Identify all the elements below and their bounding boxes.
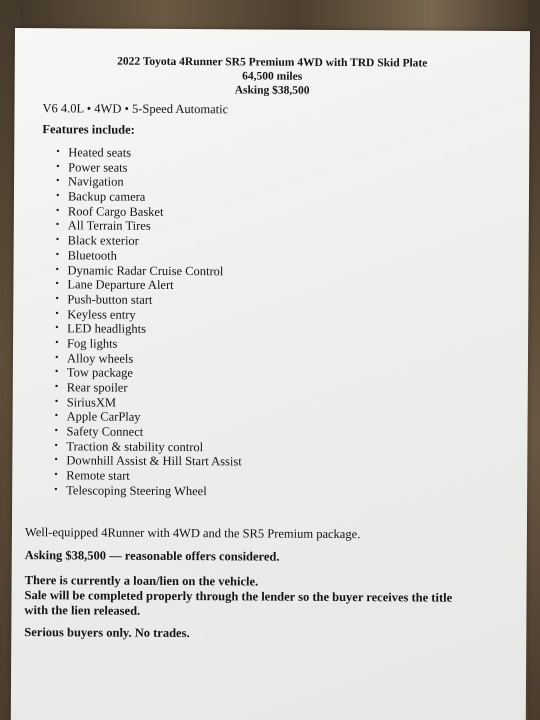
feature-item (56, 424, 241, 440)
feature-item (56, 439, 241, 455)
feature-item (57, 336, 242, 352)
bullet-icon: • (54, 351, 59, 363)
bullet-icon: • (55, 249, 60, 261)
feature-label: Keyless entry (67, 306, 136, 322)
bullet-icon: • (55, 337, 59, 349)
summary-text: Well-equipped 4Runner with 4WD and the SR5 Premium package. (24, 525, 361, 542)
bullet-icon: • (54, 454, 58, 466)
feature-item (55, 189, 243, 205)
feature-label: Downhill Assist & Hill Start Assist (66, 453, 242, 469)
bullet-icon: • (55, 293, 59, 305)
feature-item (55, 218, 243, 235)
feature-label: Safety Connect (66, 424, 144, 439)
listing-title: 2022 Toyota 4Runner SR5 Premium 4WD with TRD Skid Plate (117, 55, 428, 70)
feature-label: Alloy wheels (66, 350, 134, 366)
feature-item (57, 292, 242, 308)
feature-label: Heated seats (68, 145, 132, 160)
listing-header (15, 54, 530, 99)
feature-label: All Terrain Tires (67, 218, 151, 234)
feature-item (54, 350, 242, 367)
lien-notice (24, 573, 452, 621)
feature-label: Traction & stability control (66, 439, 204, 454)
feature-item (57, 322, 242, 338)
lien-line: with the lien released. (24, 603, 141, 618)
feature-item (58, 145, 243, 161)
feature-item (56, 468, 241, 484)
paper-sheet (11, 28, 530, 720)
feature-item (55, 233, 243, 249)
feature-label: Remote start (66, 468, 130, 483)
lien-line: Sale will be completed properly through the lender so the buyer receives the title (24, 588, 453, 605)
feature-item (57, 307, 242, 323)
bullet-icon: • (56, 146, 60, 158)
feature-label: Black exterior (67, 233, 139, 248)
feature-label: Dynamic Radar Cruise Control (67, 262, 224, 278)
background-edge-right (528, 0, 540, 720)
bullet-icon: • (55, 263, 60, 275)
feature-label: Bluetooth (67, 248, 117, 263)
feature-item (54, 395, 242, 411)
feature-label: Rear spoiler (66, 380, 128, 395)
feature-label: Telescoping Steering Wheel (66, 483, 207, 498)
feature-label: Power seats (68, 160, 128, 175)
vehicle-specs: V6 4.0L • 4WD • 5-Speed Automatic (42, 101, 229, 117)
bullet-icon: • (54, 425, 59, 437)
feature-label: Roof Cargo Basket (67, 204, 164, 219)
feature-item (58, 160, 243, 176)
feature-label: Apple CarPlay (66, 409, 141, 425)
feature-label: Backup camera (67, 189, 146, 204)
listing-asking-price: Asking $38,500 (234, 84, 310, 97)
closing-note: Serious buyers only. No trades. (24, 625, 190, 641)
feature-item (54, 380, 242, 396)
feature-label: Push-button start (67, 292, 153, 307)
bullet-icon: • (56, 160, 60, 172)
feature-item (56, 483, 241, 499)
bullet-icon: • (54, 410, 59, 422)
bullet-icon: • (54, 366, 59, 378)
bullet-icon: • (55, 190, 60, 202)
feature-item (54, 409, 242, 426)
bullet-icon: • (54, 439, 58, 452)
bullet-icon: • (56, 175, 60, 187)
bullet-icon: • (55, 205, 60, 217)
feature-label: SiriusXM (66, 395, 117, 410)
feature-label: LED headlights (67, 321, 147, 337)
feature-item (55, 204, 243, 220)
listing-mileage: 64,500 miles (242, 70, 303, 83)
bullet-icon: • (54, 484, 58, 496)
feature-label: Fog lights (67, 336, 118, 351)
feature-label: Lane Departure Alert (67, 277, 174, 293)
features-heading: Features include: (42, 122, 135, 137)
feature-label: Navigation (68, 174, 124, 190)
feature-item (57, 277, 242, 293)
bullet-icon: • (55, 307, 59, 319)
feature-list (56, 145, 244, 499)
bullet-icon: • (55, 234, 60, 246)
feature-item (58, 175, 243, 191)
bullet-icon: • (55, 278, 59, 290)
feature-label: Tow package (66, 365, 134, 381)
bullet-icon: • (55, 219, 60, 231)
feature-item (55, 248, 243, 264)
price-note: Asking $38,500 — reasonable offers considered. (24, 548, 280, 564)
bullet-icon: • (55, 322, 59, 334)
feature-item (57, 263, 242, 279)
feature-item (56, 454, 241, 470)
lien-line: There is currently a loan/lien on the vehicle. (24, 573, 259, 589)
bullet-icon: • (54, 395, 59, 407)
feature-item (54, 365, 242, 382)
bullet-icon: • (54, 381, 59, 393)
bullet-icon: • (54, 469, 58, 481)
